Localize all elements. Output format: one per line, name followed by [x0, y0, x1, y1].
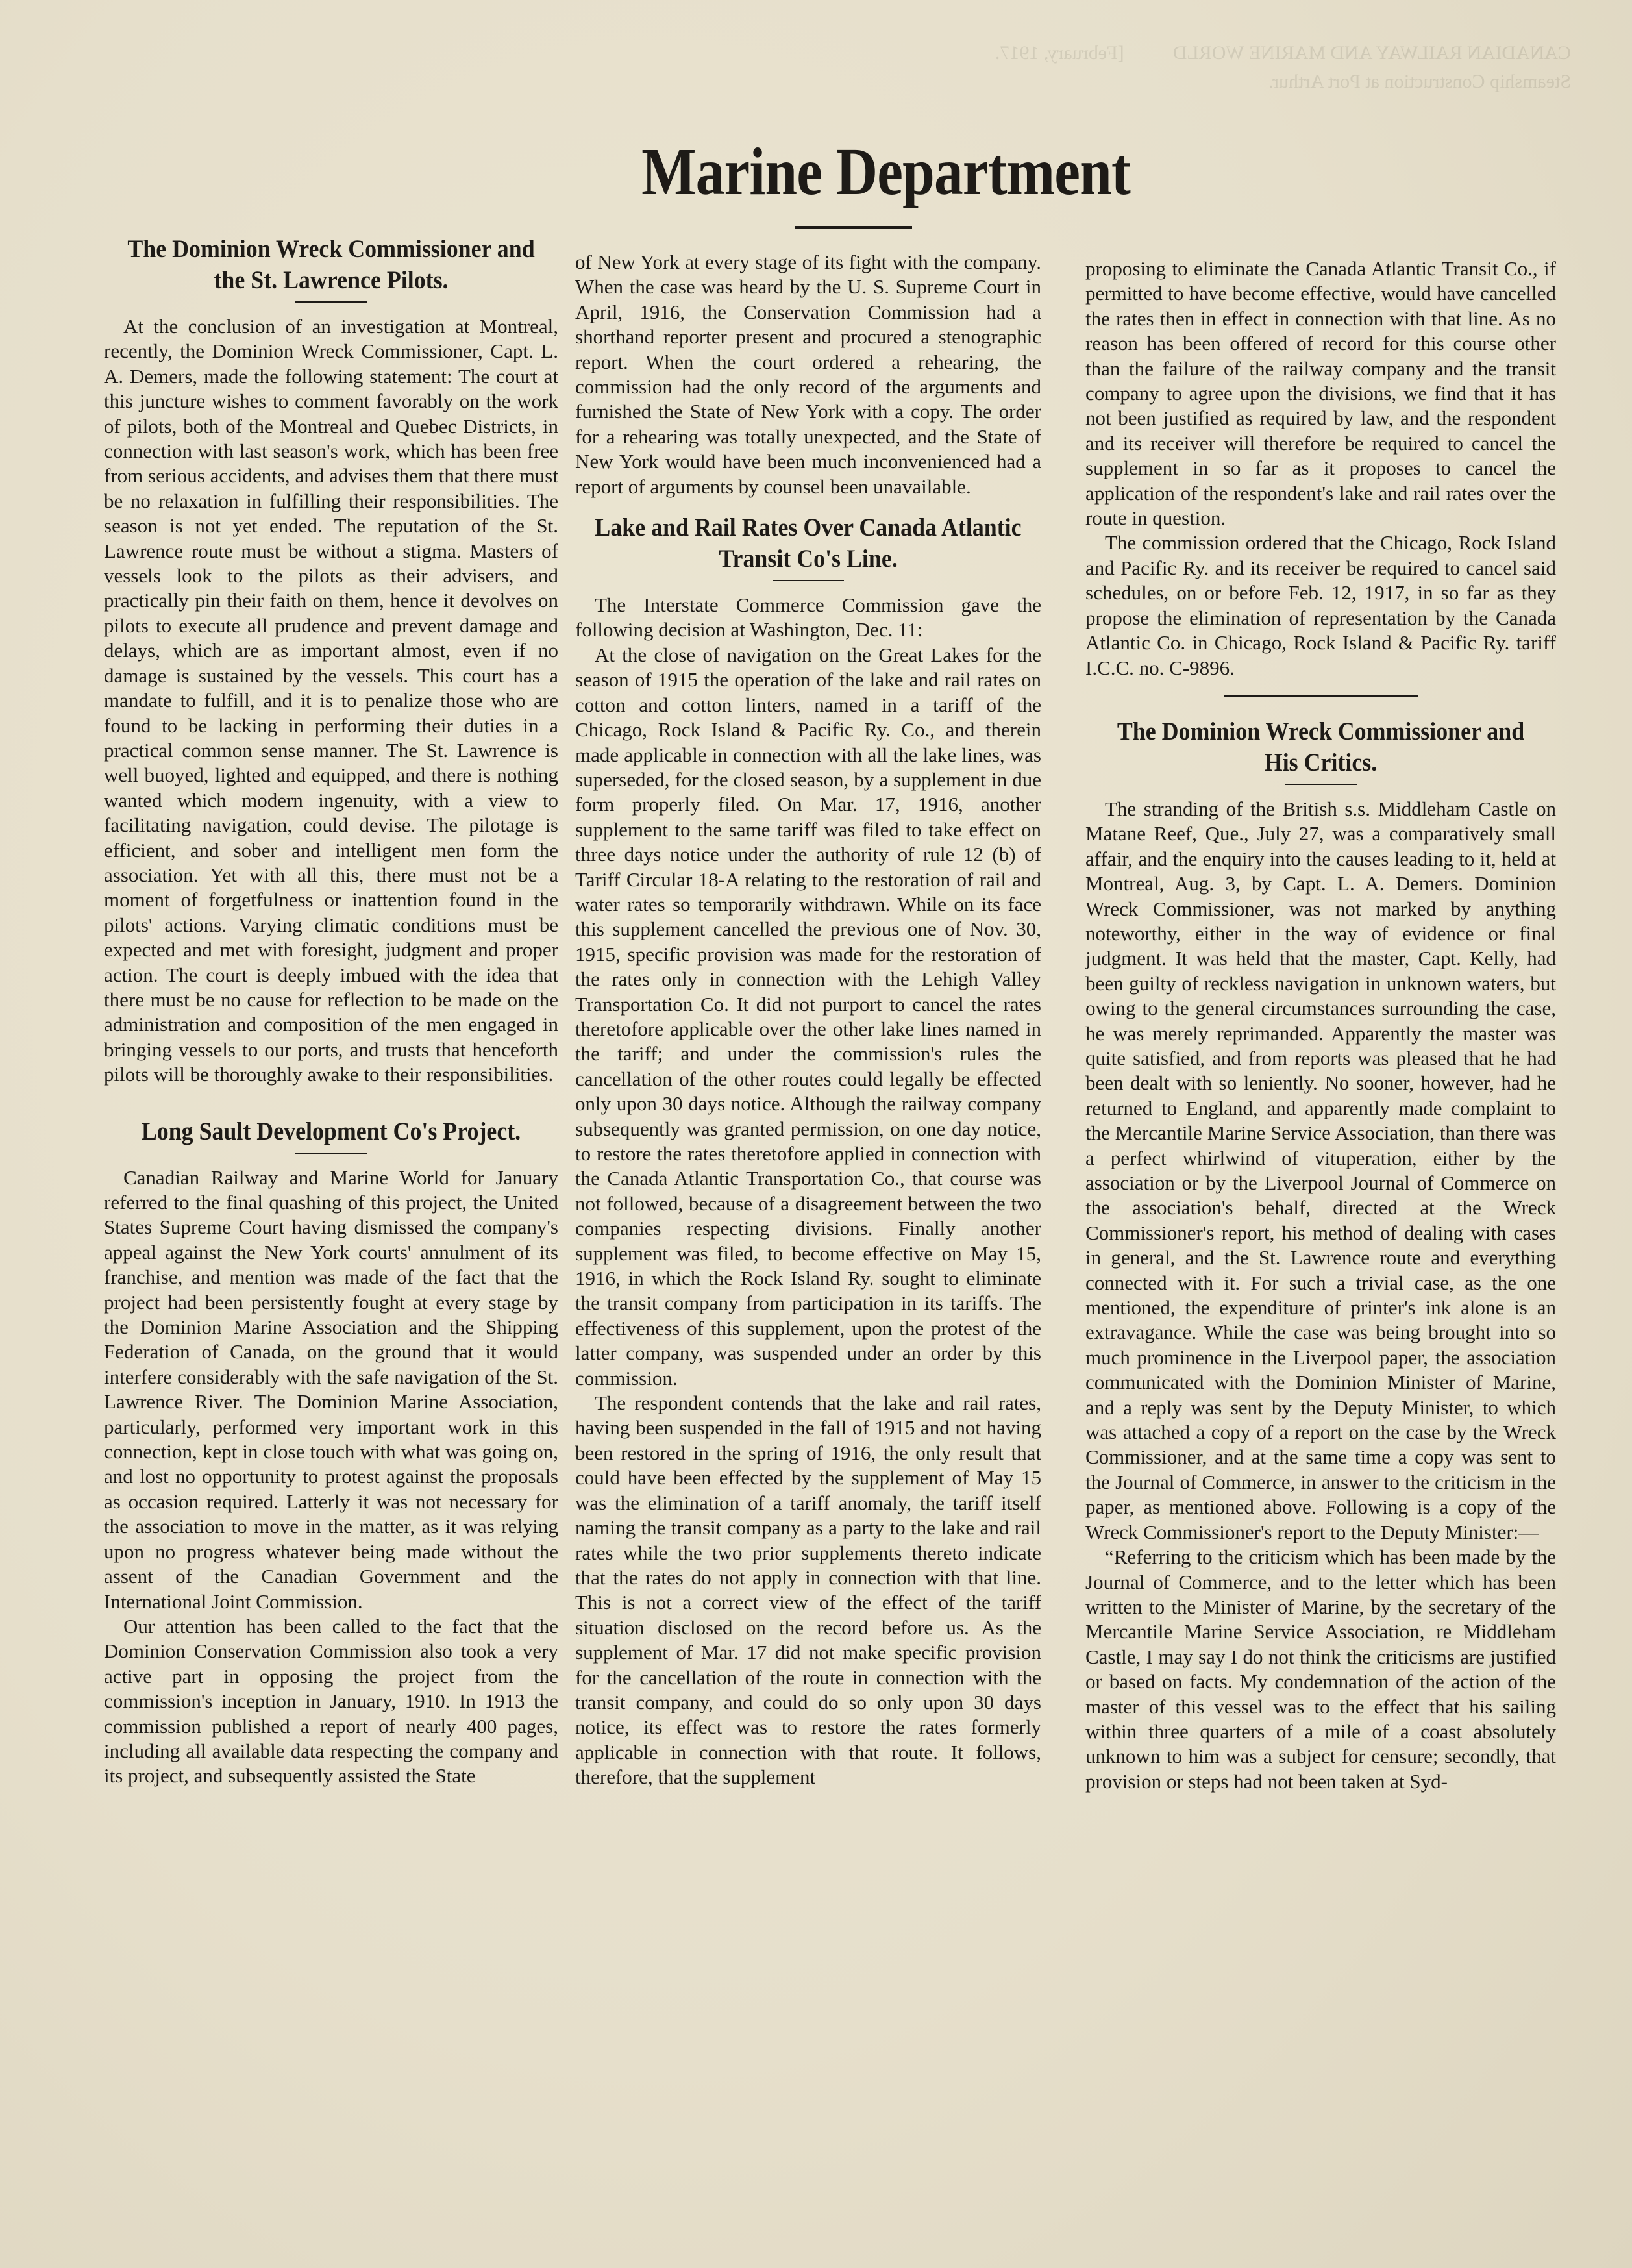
article-heading: Lake and Rail Rates Over Canada Atlantic Transit Co's Line. — [595, 514, 1022, 573]
article-paragraph: The commission ordered that the Chicago, Rock Island and Pacific Ry. and its receiver be required to cancel said schedules, on or before Feb. 12, 1917, in so far as they propose the elimination of representation by the Canada Atlantic Co. in Chicago, Rock Island & Pacific Ry. tariff I.C.C. no. C-9896. — [1085, 531, 1556, 679]
article-paragraph: “Referring to the criticism which has been made by the Journal of Commerce, and to the letter which has been written to the Minister of Marine, by the secretary of the Mercantile Marine Service Association, re Middleham Castle, I may say I do not think the criticisms are justified or based on facts. My condemnation of the action of the master of this vessel was to the effect that his sailing within three quarters of a mile of a coast absolutely unknown to him was a subject for censure; secondly, that provision or steps had not been taken at Syd- — [1085, 1545, 1556, 1793]
column-1 — [104, 234, 558, 1789]
article-paragraph-continued: proposing to eliminate the Canada Atlantic Transit Co., if permitted to have become effective, would have cancelled the rates then in effect in connection with that line. As no reason has been offered of record for this course other than the failure of the railway company and the transit company to agree upon the divisions, we find that it has not been justified as required by law, and the respondent and its receiver will therefore be required to cancel the supplement in so far as it proposes to cancel the application of the respondent's lake and rail rates over the route in question. — [1085, 257, 1556, 530]
heading-rule — [295, 1153, 367, 1154]
column-2 — [575, 250, 1041, 1790]
article-heading: Long Sault Development Co's Project. — [141, 1117, 521, 1145]
article-paragraph: Our attention has been called to the fact that the Dominion Conservation Commission also took a very active part in opposing the project from the commission's inception in January, 1910. In 1913 the commission published a report of nearly 400 pages, including all available data respecting the company and its project, and subsequently assisted the State — [104, 1614, 558, 1788]
article-paragraph-continued: of New York at every stage of its fight with the company. When the case was heard by the U. S. Supreme Court in April, 1916, the Conservation Commission had a shorthand reporter present and procured a stenographic report. When the court ordered a rehearing, the commission had the only record of the arguments and furnished the State of New York with a copy. The order for a rehearing was totally unexpected, and the State of New York would have been much inconvenienced had a report of arguments by counsel been unavailable. — [575, 251, 1041, 498]
bleed-through-text: CANADIAN RAILWAY AND MARINE WORLD [February, 1917. Steamship Construction at Port Arthur. — [995, 42, 1571, 92]
article-heading: The Dominion Wreck Commissioner and the St. Lawrence Pilots. — [127, 235, 535, 294]
heading-rule — [295, 301, 367, 303]
article-paragraph: At the conclusion of an investigation at Montreal, recently, the Dominion Wreck Commissioner, Capt. L. A. Demers, made the following statement: The court at this juncture wishes to comment favorably on the work of pilots, both of the Montreal and Quebec Districts, in connection with last season's work, which has been free from serious accidents, and advises them that there must be no relaxation in fulfilling their responsibilities. The season is not yet ended. The reputation of the St. Lawrence route must be without a stigma. Masters of vessels look to the pilots as their advisers, and practically pin their faith on them, hence it devolves on pilots to execute all prudence and prevent damage and delays, which are as important almost, even if no damage is sustained by the vessels. This court has a mandate to fulfill, and it is to penalize those who are found to be lacking in performing their duties in a practical common sense manner. The St. Lawrence is well buoyed, lighted and equipped, and there is nothing wanted which modern ingenuity, with a view to facilitating navigation, could devise. The pilotage is efficient, and sober and intelligent men form the association. Yet with all this, there must not be a moment of forgetfulness or inattention found in the pilots' actions. Varying climatic conditions must be expected and met with foresight, judgment and proper action. The court is deeply imbued with the idea that there must be no cause for reflection to be made on the administration and composition of the men engaged in bringing vessels to our ports, and trusts that henceforth pilots will be thoroughly awake to their responsibilities. — [104, 315, 558, 1086]
article-paragraph: At the close of navigation on the Great Lakes for the season of 1915 the operation of the lake and rail rates on cotton and cotton linters, named in a tariff of the Chicago, Rock Island & Pacific Ry. Co., and therein made applicable in connection with all the lake lines, was superseded, for the closed season, by a supplement in due form properly filed. On Mar. 17, 1916, another supplement to the same tariff was filed to take effect on three days notice under the authority of rule 12 (b) of Tariff Circular 18-A relating to the restoration of rail and water rates so temporarily withdrawn. While on its face this supplement cancelled the previous one of Nov. 30, 1915, specific provision was made for the restoration of the rates only in connection with the Lehigh Valley Transportation Co. It did not purport to cancel the rates theretofore applicable over the other lake lines named in the tariff; and under the commission's rules the cancellation of the other routes could legally be effected only upon 30 days notice. Although the railway company subsequently was granted permission, on one day notice, to restore the rates theretofore applied in connection with the Canada Atlantic Transportation Co., that course was not followed, because of a disagreement between the two companies respecting divisions. Finally another supplement was filed, to become effective on May 15, 1916, in which the Rock Island Ry. sought to eliminate the transit company from participation in its tariffs. The effectiveness of this supplement, upon the protest of the latter company, was suspended under an order by this commission. — [575, 643, 1041, 1389]
title-rule — [795, 226, 912, 229]
article-paragraph: Canadian Railway and Marine World for January referred to the final quashing of this project, the United States Supreme Court having dismissed the company's appeal against the New York courts' annulment of its franchise, and mention was made of the fact that the project had been persistently fought at every stage by the Dominion Marine Association and the Shipping Federation of Canada, on the ground that it would interfere considerably with the safe navigation of the St. Lawrence River. The Dominion Marine Association, particularly, performed very important work in this connection, kept in close touch with what was going on, and lost no opportunity to protest against the proposals as occasion required. Latterly it was not necessary for the association to move in the matter, as it was relying upon no progress whatever being made without the assent of the Canadian Government and the International Joint Commission. — [104, 1165, 558, 1613]
article-paragraph: The stranding of the British s.s. Middleham Castle on Matane Reef, Que., July 27, was a comparatively small affair, and the enquiry into the causes leading to it, held at Montreal, Aug. 3, by Capt. L. A. Demers. Dominion Wreck Commissioner, was not marked by anything noteworthy, either in the way of evidence or final judgment. It was held that the master, Capt. Kelly, had been guilty of reckless navigation in unknown waters, but owing to the general circumstances surrounding the case, he was merely reprimanded. Apparently the master was quite satisfied, and from reports was pleased that he had been dealt with so leniently. No sooner, however, had he returned to England, and apparently made complaint to the Mercantile Marine Service Association, than there was a perfect whirlwind of vituperation, either by the association or by the Liverpool Journal of Commerce on the association's behalf, directed at the Wreck Commissioner's report, his method of dealing with cases in general, and the St. Lawrence route and everything connected with it. For such a trivial case, as the one mentioned, the expenditure of printer's ink alone is an extravagance. While the case was being brought into so much prominence in the Liverpool paper, the association communicated with the Dominion Minister of Marine, and a reply was sent by the Deputy Minister, to which was attached a copy of a report on the case by the Wreck Commissioner, and at the same time a copy was sent to the Journal of Commerce, in answer to the criticism in the paper, as mentioned above. Following is a copy of the Wreck Commissioner's report to the Deputy Minister:— — [1085, 797, 1556, 1543]
page-title: Marine Department — [641, 134, 1130, 209]
article-paragraph: The Interstate Commerce Commission gave the following decision at Washington, Dec. 11: — [575, 593, 1041, 642]
heading-rule — [1285, 784, 1357, 785]
column-3 — [1085, 256, 1556, 1794]
article-paragraph: The respondent contends that the lake and rail rates, having been suspended in the fall of 1915 and not having been restored in the spring of 1916, the only result that could have been effected by the supplement of May 15 was the elimination of a tariff anomaly, the tariff itself naming the transit company as a party to the lake and rail rates while the two prior supplements thereto indicate that the rates do not apply in connection with that line. This is not a correct view of the effect of the tariff situation disclosed on the record before us. As the supplement of Mar. 17 did not make specific provision for the cancellation of the route in connection with the transit company, and could do so only upon 30 days notice, its effect was to restore the rates formerly applicable in connection with that route. It follows, therefore, that the supplement — [575, 1391, 1041, 1789]
section-rule — [1224, 695, 1418, 697]
article-heading: The Dominion Wreck Commissioner and His Critics. — [1117, 717, 1525, 777]
heading-rule — [773, 580, 844, 581]
